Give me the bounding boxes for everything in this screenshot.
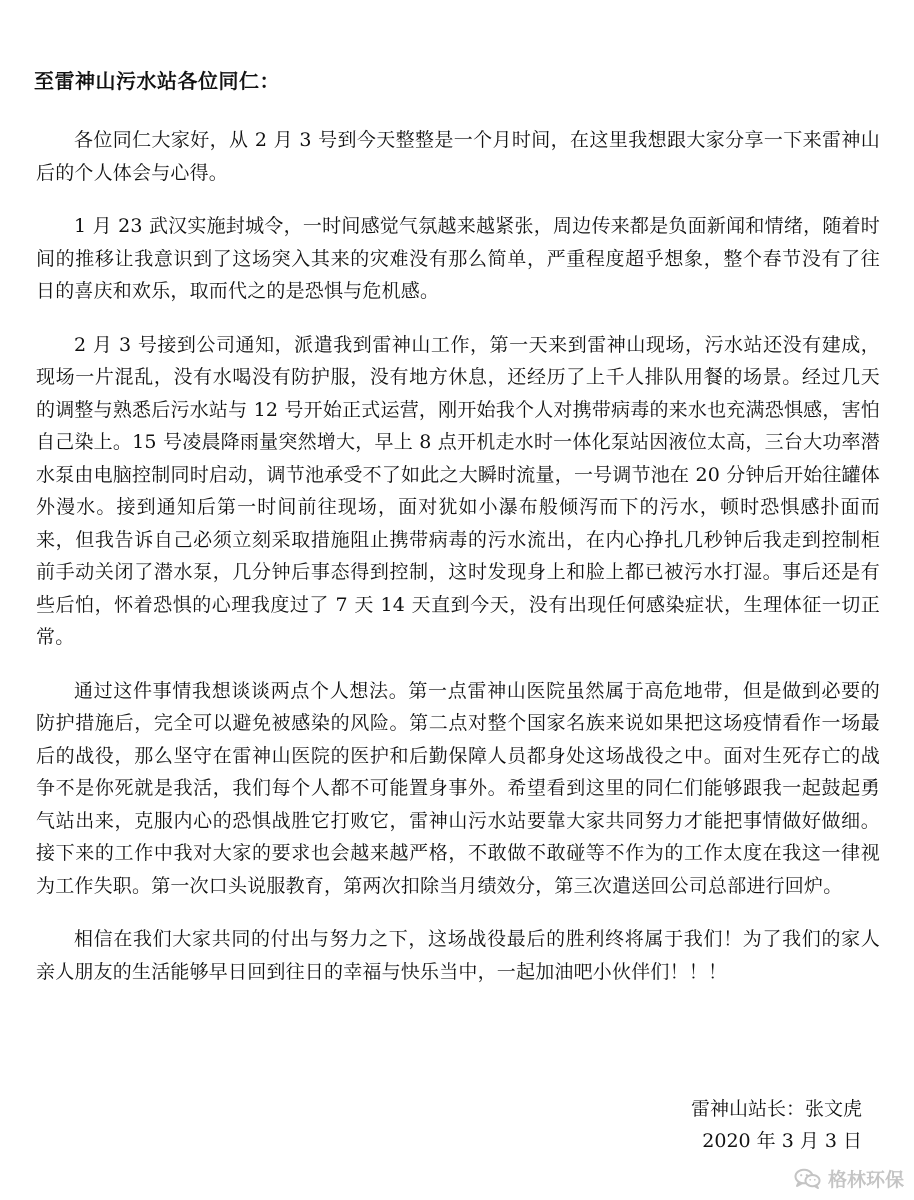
paragraph-4: 通过这件事情我想谈谈两点个人想法。第一点雷神山医院虽然属于高危地带，但是做到必要的防护措施后，完全可以避免被感染的风险。第二点对整个国家名族来说如果把这场疫情看作一场最后的战役，那么坚守在雷神山医院的医护和后勤保障人员都身处这场战役之中。面对生死存亡的战争不是你死就是我活，我们每个人都不可能置身事外。希望看到这里的同仁们能够跟我一起鼓起勇气站出来，克服内心的恐惧战胜它打败它，雷神山污水站要靠大家共同努力才能把事情做好做细。接下来的工作中我对大家的要求也会越来越严格，不敢做不敢碰等不作为的工作太度在我这一律视为工作失职。第一次口头说服教育，第两次扣除当月绩效分，第三次遣送回公司总部进行回炉。 [36, 679, 880, 897]
letter-body [36, 124, 880, 1009]
watermark [794, 1165, 904, 1192]
letter-salutation: 至雷神山污水站各位同仁： [34, 69, 280, 93]
signature-name-line: 雷神山站长：张文虎 [690, 1098, 862, 1120]
wechat-icon [794, 1168, 822, 1190]
paragraph-3: 2 月 3 号接到公司通知，派遣我到雷神山工作，第一天来到雷神山现场，污水站还没有建成，现场一片混乱，没有水喝没有防护服，没有地方休息，还经历了上千人排队用餐的场景。经过几天的调整与熟悉后污水站与 12 号开始正式运营，刚开始我个人对携带病毒的来水也充满恐惧感，害怕自己染上。15 号凌晨降雨量突然增大，早上 8 点开机走水时一体化泵站因液位太高，三台大功率潜水泵由电脑控制同时启动，调节池承受不了如此之大瞬时流量，一号调节池在 20 分钟后开始往罐体外漫水。接到通知后第一时间前往现场，面对犹如小瀑布般倾泻而下的污水，顿时恐惧感扑面而来，但我告诉自己必须立刻采取措施阻止携带病毒的污水流出，在内心挣扎几秒钟后我走到控制柜前手动关闭了潜水泵，几分钟后事态得到控制，这时发现身上和脸上都已被污水打湿。事后还是有些后怕，怀着恐惧的心理我度过了 7 天 14 天直到今天，没有出现任何感染症状，生理体征一切正常。 [36, 333, 880, 648]
paragraph-2: 1 月 23 武汉实施封城令，一时间感觉气氛越来越紧张，周边传来都是负面新闻和情绪，随着时间的推移让我意识到了这场突入其来的灾难没有那么简单，严重程度超乎想象，整个春节没有了往日的喜庆和欢乐，取而代之的是恐惧与危机感。 [36, 215, 880, 302]
paragraph-1: 各位同仁大家好，从 2 月 3 号到今天整整是一个月时间，在这里我想跟大家分享一下来雷神山后的个人体会与心得。 [36, 129, 880, 184]
watermark-text: 格林环保 [827, 1169, 904, 1191]
letter-signature [691, 1093, 862, 1157]
paragraph-5: 相信在我们大家共同的付出与努力之下，这场战役最后的胜利终将属于我们！为了我们的家人亲人朋友的生活能够早日回到往日的幸福与快乐当中，一起加油吧小伙伴们！！！ [36, 928, 880, 983]
signature-date-line: 2020 年 3 月 3 日 [702, 1130, 862, 1152]
